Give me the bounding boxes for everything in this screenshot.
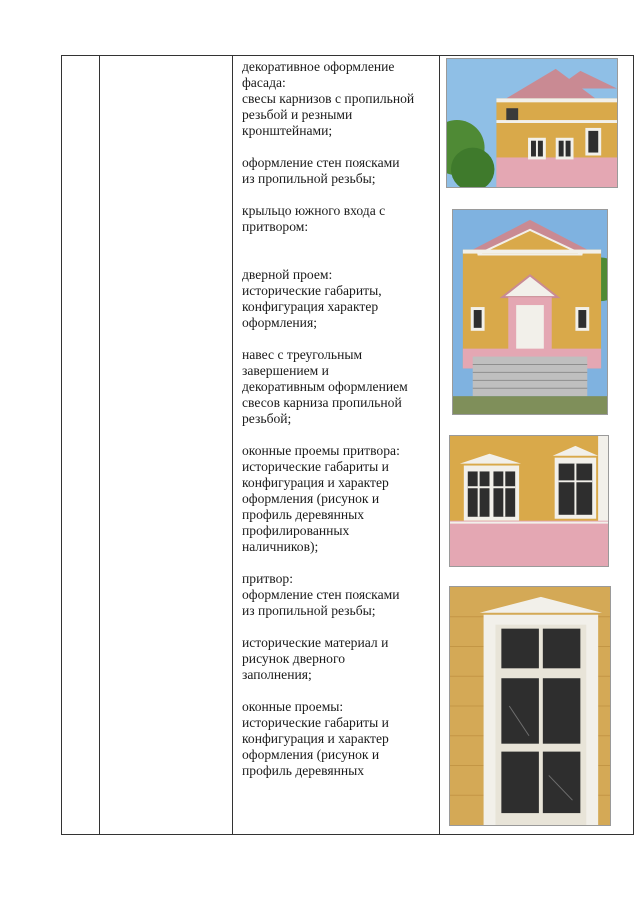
paragraph-doorway: дверной проем: исторические габариты, конфигурация характер оформления; [242, 267, 382, 330]
column-divider [99, 56, 100, 834]
photo-window-detail [449, 586, 611, 826]
paragraph-door-filling: исторические материал и рисунок дверного заполнения; [242, 635, 389, 682]
photo-facade-eaves [446, 58, 618, 188]
paragraph-window-openings: оконные проемы: исторические габариты и конфигурация и характер оформления (рисунок и профиль деревянных [242, 699, 389, 778]
paragraph-south-porch: крыльцо южного входа с притвором: [242, 203, 386, 234]
paragraph-wall-bands: оформление стен поясками из пропильной резьбы; [242, 155, 400, 186]
column-divider [232, 56, 233, 834]
paragraph-canopy: навес с треугольным завершением и декоративным оформлением свесов карниза пропильной резьбой; [242, 347, 408, 426]
photo-porch-windows [449, 435, 609, 567]
paragraph-porch-windows: оконные проемы притвора: исторические габариты и конфигурация и характер оформления (рисунок и профиль деревянных профилированных наличников); [242, 443, 400, 554]
paragraph-porch-walls: притвор: оформление стен поясками из пропильной резьбы; [242, 571, 400, 618]
paragraph-facade-decoration: декоративное оформление фасада: свесы карнизов с пропильной резьбой и резными кронштейнами; [242, 59, 415, 138]
photo-south-porch [452, 209, 608, 415]
description-column [242, 59, 442, 779]
